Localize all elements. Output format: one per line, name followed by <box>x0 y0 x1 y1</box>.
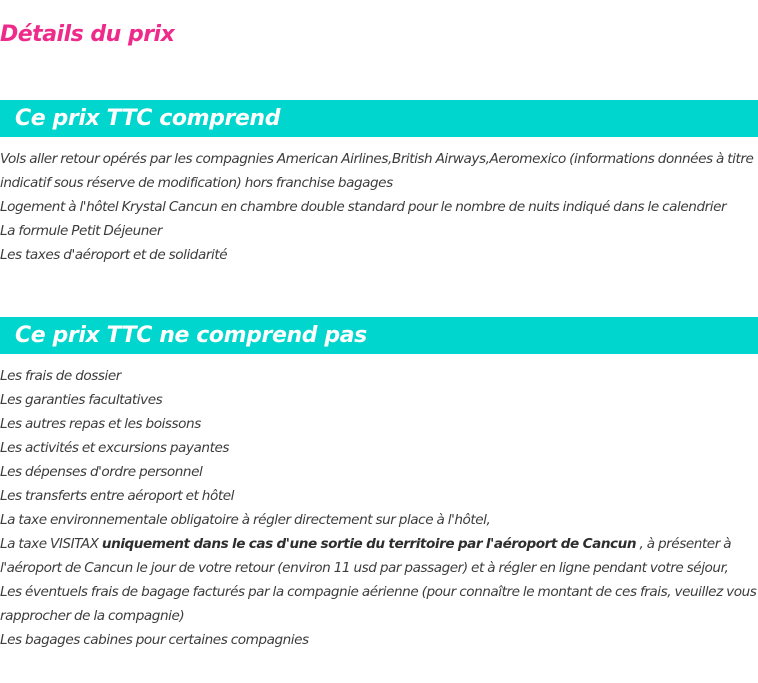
excluded-item-booking-fees: Les frais de dossier <box>0 368 121 384</box>
excluded-item-transfers: Les transferts entre aéroport et hôtel <box>0 488 234 504</box>
excluded-item-personal-expenses: Les dépenses d'ordre personnel <box>0 464 203 480</box>
excluded-item-cabin-baggage: Les bagages cabines pour certaines compagnies <box>0 632 309 648</box>
included-section-title: Ce prix TTC comprend <box>15 106 281 131</box>
visitax-suffix: , à présenter à l'aéroport de Cancun le jour de votre retour (environ 11 usd par passager) et à régler en ligne pendant votre séjour, <box>0 536 732 576</box>
page-title: Détails du prix <box>0 22 175 47</box>
excluded-item-environmental-tax: La taxe environnementale obligatoire à régler directement sur place à l'hôtel, <box>0 512 491 528</box>
included-item-breakfast: La formule Petit Déjeuner <box>0 223 162 239</box>
excluded-item-optional-insurance: Les garanties facultatives <box>0 392 163 408</box>
excluded-item-baggage-fees: Les éventuels frais de bagage facturés par la compagnie aérienne (pour connaître le montant de ces frais, veuillez vous rapprocher de la compagnie) <box>0 584 757 624</box>
excluded-section-title: Ce prix TTC ne comprend pas <box>15 323 367 348</box>
excluded-section-header <box>0 317 758 354</box>
included-item-hotel: Logement à l'hôtel Krystal Cancun en chambre double standard pour le nombre de nuits indiqué dans le calendrier <box>0 199 727 215</box>
included-items-list <box>0 147 758 267</box>
visitax-emphasis: uniquement dans le cas d'une sortie du territoire par l'aéroport de Cancun <box>101 536 637 552</box>
excluded-item-paid-activities: Les activités et excursions payantes <box>0 440 229 456</box>
excluded-item-visitax <box>0 532 758 580</box>
included-item-flights: Vols aller retour opérés par les compagnies American Airlines,British Airways,Aeromexico (informations données à titre indicatif sous réserve de modification) hors franchise bagages <box>0 151 754 191</box>
visitax-prefix: La taxe VISITAX <box>0 536 102 552</box>
excluded-items-list <box>0 364 758 652</box>
excluded-item-other-meals: Les autres repas et les boissons <box>0 416 201 432</box>
included-item-taxes: Les taxes d'aéroport et de solidarité <box>0 247 228 263</box>
included-section-header <box>0 100 758 137</box>
